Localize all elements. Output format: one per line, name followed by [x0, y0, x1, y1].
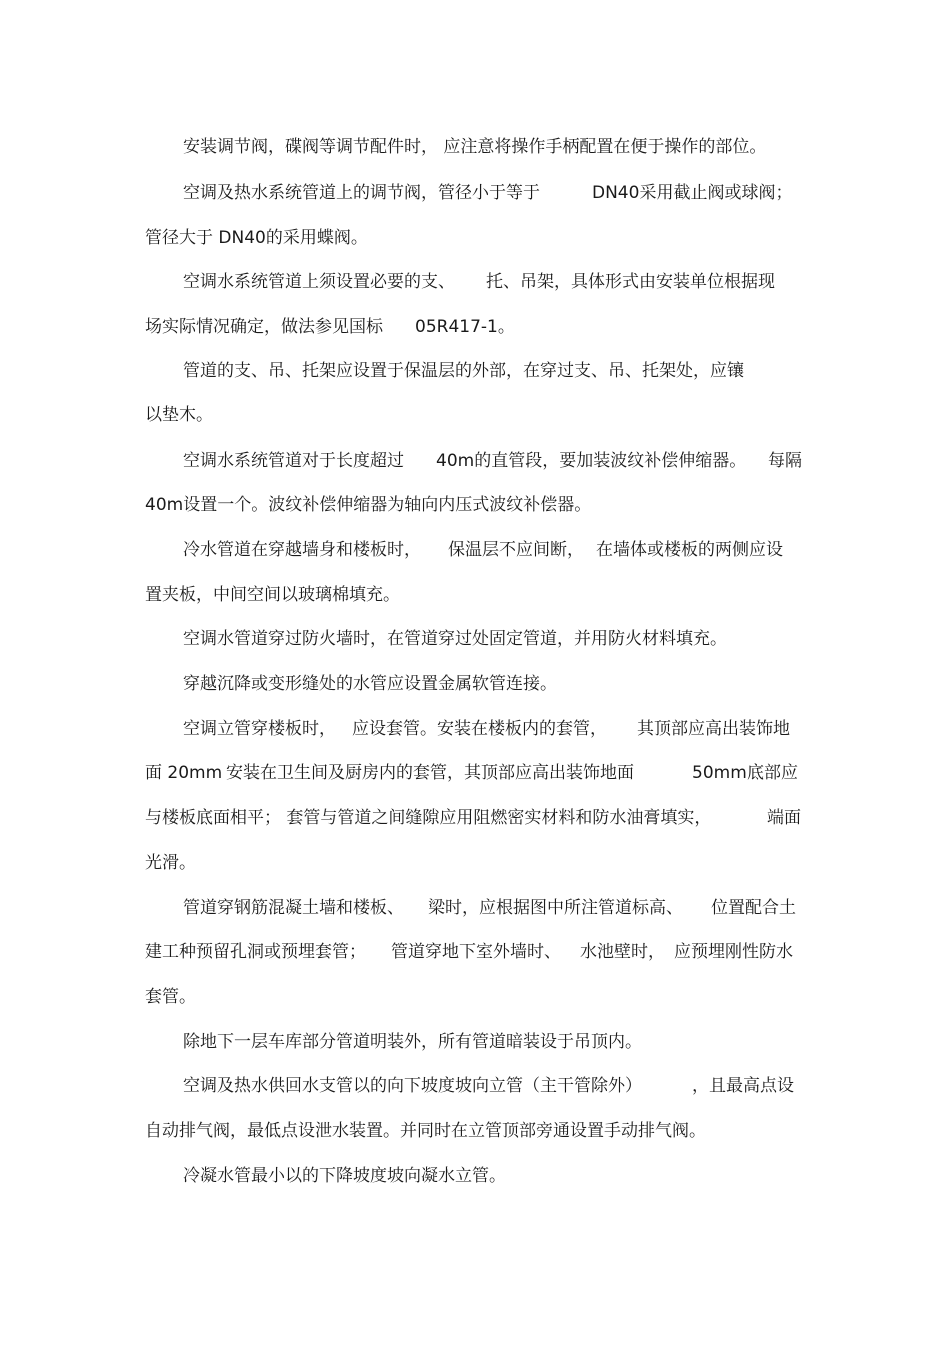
text-line: ，且最高点设	[692, 1076, 794, 1096]
text-line: 套管。	[145, 987, 196, 1007]
text-line: 水池壁时，	[580, 942, 665, 962]
text-line: 管道的支、吊、托架应设置于保温层的外部，在穿过支、吊、托架处，应镶	[183, 361, 744, 381]
text-line: 在墙体或楼板的两侧应设	[596, 540, 783, 560]
text-line: 40m设置一个。波纹补偿伸缩器为轴向内压式波纹补偿器。	[145, 495, 592, 515]
text-line: 梁时，应根据图中所注管道标高、	[428, 898, 683, 918]
text-line: 空调水系统管道上须设置必要的支、	[183, 272, 455, 292]
text-line: 自动排气阀，最低点设泄水装置。并同时在立管顶部旁通设置手动排气阀。	[145, 1121, 706, 1141]
text-line: 端面	[767, 808, 801, 828]
text-line: 光滑。	[145, 853, 196, 873]
text-line: 管道穿地下室外墙时、	[391, 942, 561, 962]
text-line: 每隔	[768, 451, 802, 471]
text-line: 管道穿钢筋混凝土墙和楼板、	[183, 898, 404, 918]
text-line: 建工种预留孔洞或预埋套管；	[145, 942, 366, 962]
text-line: 应预埋刚性防水	[674, 942, 793, 962]
text-line: 穿越沉降或变形缝处的水管应设置金属软管连接。	[183, 674, 557, 694]
text-line: 空调水系统管道对于长度超过	[183, 451, 404, 471]
text-line: 空调及热水系统管道上的调节阀，管径小于等于	[183, 183, 540, 203]
text-line: 50mm	[692, 763, 747, 783]
text-line: 位置配合土	[711, 898, 796, 918]
text-line: 40m的直管段，要加装波纹补偿伸缩器。	[436, 451, 747, 471]
text-line: 空调及热水供回水支管以的向下坡度坡向立管（主干管除外）	[183, 1076, 642, 1096]
text-line: 管径大于 DN40的采用蝶阀。	[145, 228, 368, 248]
text-line: 保温层不应间断，	[448, 540, 584, 560]
text-line: 以垫木。	[145, 405, 213, 425]
text-line: 除地下一层车库部分管道明装外，所有管道暗装设于吊顶内。	[183, 1032, 642, 1052]
text-line: 安装在卫生间及厨房内的套管，其顶部应高出装饰地面	[226, 763, 634, 783]
text-line: 冷水管道在穿越墙身和楼板时，	[183, 540, 421, 560]
text-line: 冷凝水管最小以的下降坡度坡向凝水立管。	[183, 1166, 506, 1186]
text-line: 05R417-1。	[415, 317, 515, 337]
text-line: 底部应	[747, 763, 798, 783]
text-line: 托、吊架，具体形式由安装单位根据现	[486, 272, 775, 292]
text-line: 安装调节阀，碟阀等调节配件时， 应注意将操作手柄配置在便于操作的部位。	[183, 137, 767, 157]
text-line: 置夹板，中间空间以玻璃棉填充。	[145, 585, 400, 605]
text-line: 场实际情况确定，做法参见国标	[145, 317, 383, 337]
text-line: 空调水管道穿过防火墙时，在管道穿过处固定管道，并用防火材料填充。	[183, 629, 727, 649]
text-line: 面 20mm	[145, 763, 223, 783]
text-line: 空调立管穿楼板时，	[183, 719, 336, 739]
text-line: 与楼板底面相平； 套管与管道之间缝隙应用阻燃密实材料和防水油膏填实，	[145, 808, 712, 828]
text-line: DN40采用截止阀或球阀；	[592, 183, 793, 203]
text-line: 应设套管。安装在楼板内的套管，	[352, 719, 607, 739]
text-line: 其顶部应高出装饰地	[637, 719, 790, 739]
